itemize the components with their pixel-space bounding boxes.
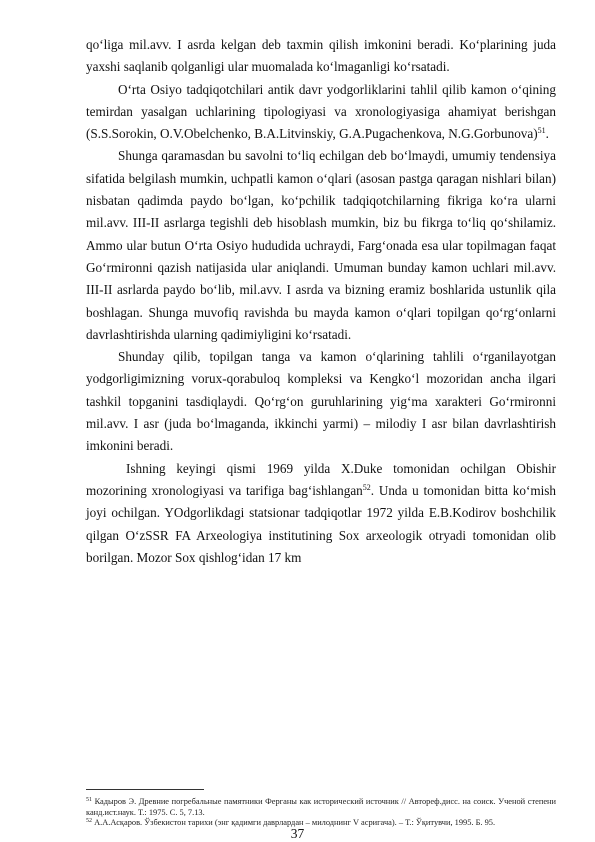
paragraph-2: O‘rta Osiyo tadqiqotchilari antik davr yodgorliklarini tahlil qilib kamon o‘qining temirdan yasalgan uchlarining tipologiyasi va xronologiyasiga ahamiyat berishgan (S.S.Sorokin, O.V.Obelchenko, B.A.Litvinskiy, G.A.Pugachenkova, N.G.Gorbunova)$^{51}$.	[86, 81, 556, 142]
footnotes	[86, 797, 556, 829]
footnote-ref-52: 52	[362, 482, 371, 492]
body-text	[86, 34, 556, 569]
footnote-text: Кадыров Э. Древние погребальные памятники Ферганы как исторический источник // Автореф.дисс. на соиск. Ученой степени канд.ист.наук. Т.: 1975. С. 5, 7.13.	[86, 797, 556, 817]
footnote-ref-51: 51	[537, 126, 546, 136]
paragraph-5	[86, 458, 556, 569]
footnote-divider	[86, 789, 204, 790]
paragraph-5-text-a: Ishning keyingi qismi 1969 yilda X.Duke tomonidan ochilgan Obishir mozorining xronologiyasi va tarifiga bag‘ishlangan	[86, 460, 556, 498]
page-number: 37	[290, 826, 305, 841]
footnote-text: А.А.Асқаров. Ўзбекистон тарихи (энг қадимги даврлардан – милоднинг V асригача). – Т.: Ўқитувчи, 1995. Б. 95.	[94, 818, 496, 828]
footnote-51	[86, 797, 556, 818]
paragraph-1: qo‘liga mil.avv. I asrda kelgan deb taxmin qilish imkonini beradi. Ko‘plarining juda yaxshi saqlanib qolganligi ular muomalada ko‘lmaganligi ko‘rsatadi.	[86, 37, 556, 75]
footnote-number: 52	[86, 818, 92, 825]
paragraph-4: Shunday qilib, topilgan tanga va kamon o‘qlarining tahlili o‘rganilayotgan yodgorligimizning vorux-qorabuloq kompleksi va Kengko‘l mozoridan ancha ilgari tashkil topganini tasdiqlaydi. Qo‘rg‘on guruhlarining yig‘ma xarakteri Go‘rmironni mil.avv. I asr (juda bo‘lmaganda, ikkinchi yarmi) – milodiy I asr bilan davrlashtirish imkonini beradi.	[86, 349, 556, 454]
footnote-number: 51	[86, 797, 92, 803]
paragraph-2-text: O‘rta Osiyo tadqiqotchilari antik davr yodgorliklarini tahlil qilib kamon o‘qining temirdan yasalgan uchlarining tipologiyasi va xronologiyasiga ahamiyat berishgan (S.S.Sorokin, O.V.Obelchenko, B.A.Litvinskiy, G.A.Pugachenkova, N.G.Gorbunova)	[86, 81, 556, 142]
paragraph-3: Shunga qaramasdan bu savolni to‘liq echilgan deb bo‘lmaydi, umumiy tendensiya sifatida belgilash mumkin, uchpatli kamon o‘qlari (asosan pastga qaragan nishlari bilan) nisbatan qadimda paydo bo‘lgan, ko‘pchilik tadqiqotchilarning fikriga ko‘ra ularni mil.avv. III-II asrlarga tegishli deb hisoblash mumkin, biz bu fikrga to‘liq qo‘shilamiz. Ammo ular butun O‘rta Osiyo hududida uchraydi, Farg‘onada esa ular topilmagan faqat Go‘rmironni qazish natijasida ular aniqlandi. Umuman bunday kamon uchlari mil.avv. III-II asrlarda paydo bo‘lib, mil.avv. I asrda va bizning eramiz boshlarida ustunlik qila boshlagan. Shunga muvofiq ravishda bu mayda kamon o‘qlari topilgan qo‘rg‘onlarni davrlashtirishda ularning qadimiyligini ko‘rsatadi.	[86, 148, 556, 342]
paragraph-5-text-b: . Unda u tomonidan bitta ko‘mish joyi ochilgan. YOdgorlikdagi statsionar tadqiqotlar 1972 yilda E.B.Kodirov boshchilik qilgan O‘zSSR FA Arxeologiya institutining Sox arxeologik otryadi tomonidan olib borilgan. Mozor Sox qishlog‘idan 17 km	[86, 482, 556, 565]
